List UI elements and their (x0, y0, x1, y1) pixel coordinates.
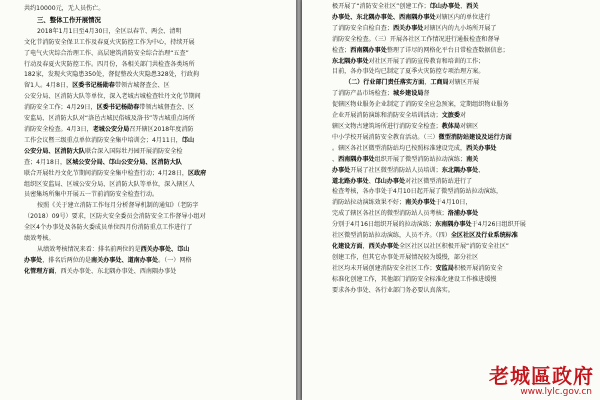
watermark-title: 老城區政府 (489, 364, 594, 388)
text-segment: 绩效考核。 (24, 235, 55, 243)
bold-text-segment: 西关办事处、邙山 (140, 245, 190, 253)
text-segment: 了消防安全自检自查； (332, 24, 393, 32)
text-line (332, 286, 582, 297)
text-line (332, 242, 582, 253)
text-segment: 全区社区以社区积极开展“消防安全社区” (399, 242, 509, 250)
bold-text-segment: 城乡建设局 (392, 90, 424, 98)
text-segment: 安监局、区消防大队对“洛邑古城民俗城及洛书”等古城重点场所 (24, 115, 195, 123)
text-segment: 检查考核，各办事处于4月10日起开展了微型消防站拉动演练， (332, 188, 503, 196)
text-segment: 行动及春夏火灾防控工作。四月份，各相关部门共检查各类场所 (24, 60, 195, 68)
text-segment: 182家，发现火灾隐患350处，督促整改火灾隐患328处，行政拘 (24, 71, 200, 79)
bold-text-segment: 安监局 (435, 264, 454, 272)
bold-text-segment: 办事处、东北隅办事处、西南隅办事处 (332, 13, 436, 21)
text-line (24, 136, 282, 147)
text-segment: 、 (332, 155, 339, 163)
text-segment: 了消防产品市场检查； (332, 90, 393, 98)
text-line (332, 253, 582, 264)
text-line (24, 158, 282, 169)
text-segment: ， (424, 79, 431, 87)
text-line (24, 234, 282, 245)
bold-text-segment: 南关办事处、道南办事处 (91, 256, 159, 264)
text-segment: 检查； (332, 46, 351, 54)
text-line (24, 125, 282, 136)
bold-text-segment: 办事处 (332, 166, 351, 174)
bold-text-segment: 教体局 (441, 122, 460, 130)
text-segment: 。（一）网格 (158, 256, 192, 264)
text-segment: 消防站拉动演练效果不好； (332, 199, 406, 207)
bold-text-segment: 区委书记杨勋春 (96, 104, 140, 112)
right-page-text-column (332, 2, 582, 398)
bold-text-segment: 西关办事处 (392, 24, 424, 32)
text-line (24, 103, 282, 114)
text-line (332, 78, 582, 89)
text-segment: 联合开展牡丹文化节期间消防安全集中检查行动；4月28日， (24, 169, 188, 177)
text-segment: 。辖区各社区微型消防站均已按照标准建设完成， (332, 144, 467, 152)
text-segment: 创建工作，但其它办事处开展情况较为缓慢，部分社区 (332, 253, 479, 261)
text-line (332, 264, 582, 275)
text-segment: 从绩效考核情况来看：排名前两位的是 (37, 245, 141, 253)
bold-text-segment: 区城公安分局、邙山公安分局、区消防大队 (66, 158, 182, 166)
text-segment: 中小学校开展消防安全教育活动。（三） (332, 133, 439, 141)
text-line (24, 223, 282, 234)
text-line (332, 177, 582, 188)
document-page-left (0, 0, 296, 400)
bold-text-segment: 全区社区及行业系统标准 (450, 232, 518, 240)
text-segment: 对社区开展了消防宣传教育和培训的工作； (368, 57, 485, 65)
text-line (24, 4, 282, 15)
bold-text-segment: 洛浦办事处 (447, 210, 479, 218)
text-segment: 联合深入国际牡丹园开展消防安全检 (84, 147, 183, 155)
text-segment: 开展了社区微型消防站人员培训； (350, 166, 442, 174)
text-segment: 要求各办事处、各行业部门务必要认真落实。 (332, 286, 454, 294)
text-line (24, 256, 282, 267)
text-segment: 积极开展消防安全 (453, 264, 503, 272)
text-line (24, 180, 282, 191)
text-line (332, 220, 582, 231)
text-segment: 、 (460, 3, 467, 10)
text-line (24, 212, 282, 223)
text-segment: 按照《关于建立消防工作每月分析督导机制的通知》（老防字 (37, 202, 199, 210)
text-line (332, 100, 582, 111)
site-watermark (489, 365, 594, 398)
document-page-right (302, 0, 600, 400)
text-segment: 标准化创建工作，其他部门消防安全标准化建设工作推进缓慢 (332, 275, 497, 283)
bold-text-segment: 文旅委 (441, 112, 460, 120)
bold-text-segment: 区政府 (187, 169, 207, 177)
text-segment: 召开辖区2018年度消防 (129, 125, 194, 133)
bold-text-segment: 工商局 (430, 79, 449, 87)
text-segment: 组织区安监局、区城公安分局、区消防大队等单位，深入辖区人 (24, 180, 195, 188)
text-line (24, 27, 282, 38)
text-line (24, 70, 282, 81)
bold-text-segment: 邙山办事处 (374, 177, 406, 185)
text-line (332, 198, 582, 209)
text-segment: 对 (459, 112, 467, 120)
bold-text-segment: 南关 (466, 155, 479, 163)
text-line (24, 201, 282, 212)
text-line (332, 46, 582, 57)
text-line (24, 49, 282, 60)
text-line (24, 60, 282, 71)
text-line (24, 190, 282, 201)
text-line (332, 2, 582, 13)
text-line (24, 15, 282, 27)
text-segment: 促辖区物业服务企业制定了消防安全应急预案，定期组织物业服务 (332, 101, 509, 109)
bold-text-segment: 西南隅办事处 (350, 46, 387, 54)
text-line (24, 169, 282, 180)
bold-text-segment: 老城公安分局 (92, 125, 130, 133)
text-segment: ，西关办事处、东北隅办事处、西南隅办事处 (54, 267, 177, 275)
text-line (332, 275, 582, 286)
text-segment: 辖区文物古建筑场所进行消防安全检查； (332, 122, 442, 130)
text-segment: 消防安全工作；4月29日， (24, 104, 97, 112)
text-segment: 全区4个办事处及各防火委成员单位四月份消防重点工作进行了 (24, 224, 193, 232)
text-line (24, 38, 282, 49)
text-line (332, 89, 582, 100)
bold-text-segment: （二）行业部门责任落实方面 (345, 79, 425, 87)
text-segment: 对社区微型消防站进行了 (405, 177, 473, 185)
bold-text-segment: 道北路办事处 (332, 177, 369, 185)
bold-text-segment: 区委书记杨勋春 (72, 82, 115, 90)
bold-text-segment: 微型消防站建设及运行方面 (438, 133, 512, 141)
text-segment: 组织开展了微型消防站拉动演练； (374, 155, 467, 163)
text-line (332, 155, 582, 166)
text-line (332, 35, 582, 46)
text-segment: 公安分局、区消防大队等单位，深入老城古城检查牡丹文化节期间 (24, 93, 201, 101)
text-segment: 消防安全检查。（三）开展各社区工作情况进行通报检查和督导 (332, 35, 500, 43)
text-line (24, 92, 282, 103)
bold-text-segment: 东北隅办事处 (441, 166, 479, 174)
text-segment: 督 (423, 90, 430, 98)
text-line (24, 81, 282, 92)
text-line (332, 122, 582, 133)
text-segment: 工作会议暨三级重点单位消防安全集中培训会；4月11日， (24, 136, 182, 144)
text-segment: ， (362, 242, 369, 250)
text-segment: 带领古城督查会、区 (114, 82, 170, 90)
text-segment: 、 (478, 166, 485, 174)
text-segment: 对辖区内的单位进行 (435, 13, 491, 21)
bold-text-segment: 西关办事处 (466, 144, 497, 152)
left-page-text-column (24, 4, 282, 398)
text-line (24, 245, 282, 256)
bold-text-segment: 化管理方面 (24, 267, 55, 275)
text-line (332, 13, 582, 24)
bold-text-segment: 邙山 (181, 136, 195, 144)
text-segment: 对辖区 (459, 122, 479, 130)
text-segment: 分别于4月16日组织开展的拉动演练； (332, 221, 436, 229)
bold-text-segment: 南关办事处 (405, 199, 436, 207)
text-segment: 完成了辖区各社区的微型消防站人员考核； (332, 210, 448, 218)
text-segment: 了电气火灾综合治理工作、高层建筑消防安全综合治理“五查” (24, 49, 189, 57)
text-line (332, 144, 582, 155)
text-segment: 目前，各办事处均已制定了夏季火灾防控专项治理方案。 (332, 68, 485, 76)
text-segment: （2018）09号）要求，区防火安全委员会消防安全工作督导小组对 (24, 213, 206, 221)
text-segment: 社区均未开展创建消防安全社区工作； (332, 264, 436, 272)
watermark-url: www.lylc.gov.cn (520, 387, 592, 397)
text-segment: 2018年1月1日至4月30日，全区以春节、两会、清明 (37, 27, 182, 35)
text-segment: 极开展了“消防安全社区”创建工作； (332, 3, 430, 10)
text-segment: ，排名后两位的是 (42, 256, 92, 264)
text-segment: 共约10000元，无人员伤亡。 (24, 5, 105, 12)
text-line (24, 147, 282, 158)
section-heading: 三、整体工作开展情况 (37, 15, 101, 24)
bold-text-segment: 化建设方面 (332, 242, 363, 250)
text-line (24, 114, 282, 125)
bold-text-segment: 东南隅办事处 (435, 221, 472, 229)
text-segment: 查；4月18日， (24, 158, 67, 166)
text-segment: 于4月10日， (435, 199, 472, 207)
text-line (24, 267, 282, 278)
text-segment: 、 (368, 177, 375, 185)
bold-text-segment: 东北隅办事处 (332, 57, 369, 65)
text-segment: 社区微型消防站拉动演练，人员不齐。（四） (332, 232, 451, 240)
text-line (332, 187, 582, 198)
text-line (332, 67, 582, 78)
bold-text-segment: 公安分局、区消防大队 (24, 147, 85, 155)
text-segment: 文化节消防安全保卫工作及春夏火灾防控工作为中心，持续开展 (24, 38, 195, 46)
text-line (332, 133, 582, 144)
bold-text-segment: 西关办事处 (368, 242, 400, 250)
text-segment: 带领古城督查会、区 (139, 104, 195, 112)
text-segment: 于4月26日组织开展 (471, 221, 526, 229)
bold-text-segment: 西南隅办事处 (338, 155, 375, 163)
text-segment: 对辖区开展 (448, 79, 480, 87)
bold-text-segment: 西关 (466, 3, 479, 10)
text-segment: 留1人。4月8日， (24, 82, 73, 90)
text-line (332, 57, 582, 68)
text-segment: 消防安全检查。4月3日， (24, 125, 93, 133)
text-segment: 对辖区内的九小场所开展了 (423, 24, 497, 32)
bold-text-segment: 办事处 (24, 256, 43, 264)
text-segment: 企业开展消防演练和消防安全培训活动； (332, 112, 442, 120)
text-line (332, 209, 582, 220)
text-line (332, 24, 582, 35)
text-segment: 整理了详尽的网格化平台日常检查数据信息； (386, 46, 509, 54)
text-line (332, 231, 582, 242)
bold-text-segment: 邙山办事处 (429, 3, 461, 10)
text-line (332, 166, 582, 177)
text-segment: 员密集场所集中开展五一节前消防安全检查行动。 (24, 191, 159, 199)
text-line (332, 111, 582, 122)
